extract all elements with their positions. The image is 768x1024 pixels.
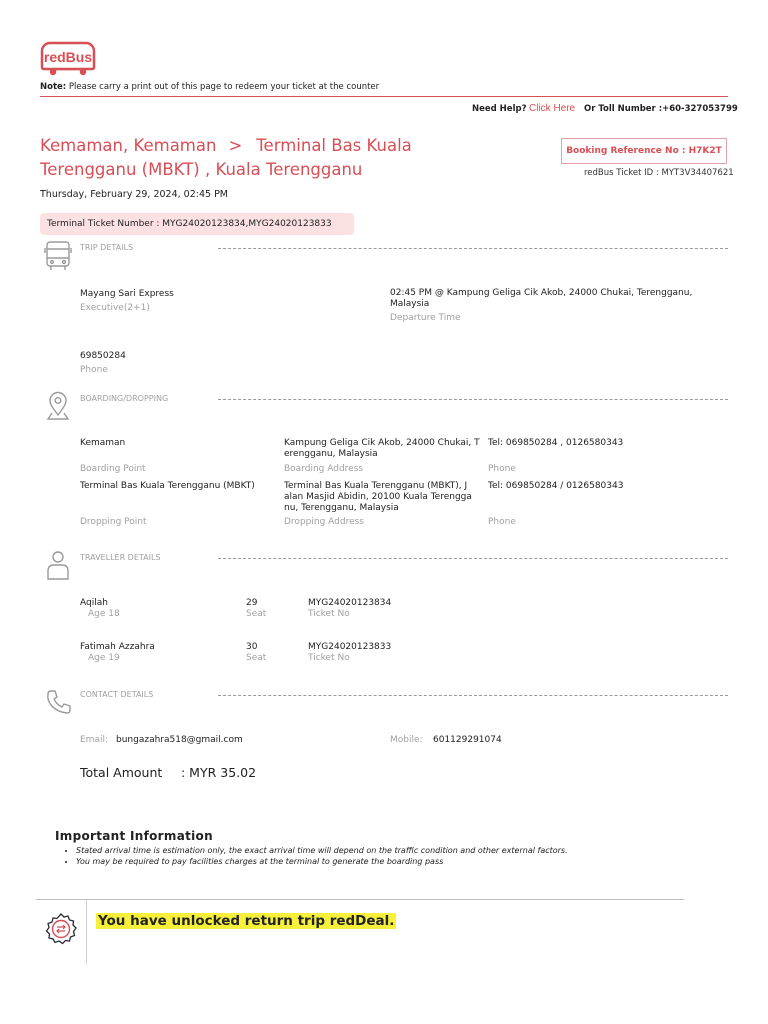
important-info-list: [66, 846, 568, 867]
email-label: Email:: [80, 735, 109, 745]
email-value: bungazahra518@gmail.com: [116, 735, 243, 745]
dropping-address-label: Dropping Address: [284, 517, 364, 527]
contact-divider: [218, 695, 728, 696]
total-amount-value: : MYR 35.02: [181, 765, 257, 780]
phone-icon: [45, 688, 73, 720]
route-title: [40, 134, 470, 182]
click-here-link[interactable]: Click Here: [529, 103, 576, 114]
boarding-point-label: Boarding Point: [80, 464, 146, 474]
boarding-phone: Tel: 069850284 , 0126580343: [488, 438, 624, 448]
note-label: Note:: [40, 82, 67, 92]
header-divider: [40, 96, 728, 97]
bus-operator: Mayang Sari Express: [80, 289, 174, 299]
toll-number: Or Toll Number :+60-327053799: [584, 104, 738, 114]
traveller-ticket-label: Ticket No: [308, 653, 350, 663]
boarding-phone-label: Phone: [488, 464, 516, 474]
operator-phone: 69850284: [80, 351, 126, 361]
boarding-divider: [218, 399, 728, 400]
dropping-point-label: Dropping Point: [80, 517, 147, 527]
boarding-address: [284, 438, 480, 460]
dropping-address: [284, 481, 472, 514]
traveller-name: Aqilah: [80, 598, 108, 608]
traveller-ticket-label: Ticket No: [308, 609, 350, 619]
terminal-ticket-number: Terminal Ticket Number : MYG24020123834,MYG24020123833: [40, 213, 354, 235]
trip-divider: [218, 248, 728, 249]
boarding-dropping-heading: BOARDING/DROPPING: [80, 394, 169, 403]
redbus-logo-icon: [40, 41, 96, 77]
bus-icon: [44, 240, 72, 276]
boarding-address-line2: erengganu, Malaysia: [284, 449, 378, 459]
traveller-seat: 30: [246, 642, 258, 652]
boarding-point: Kemaman: [80, 438, 126, 448]
traveller-seat-label: Seat: [246, 653, 267, 663]
departure-line1: 02:45 PM @ Kampung Geliga Cik Akob, 24000 Chukai, Terengganu,: [390, 288, 693, 298]
list-item: • You may be required to pay facilities charges at the terminal to generate the boarding pass: [76, 857, 568, 868]
route-to-line1: Terminal Bas Kuala: [256, 136, 412, 155]
total-amount-label: Total Amount: [80, 765, 163, 780]
mobile-label: Mobile:: [390, 735, 423, 745]
departure-info: [390, 288, 692, 310]
departure-label: Departure Time: [390, 313, 461, 323]
dropping-address-line3: nu, Terengganu, Malaysia: [284, 503, 399, 513]
redbus-logo: [40, 41, 96, 81]
location-pin-icon: [46, 391, 70, 425]
booking-reference: Booking Reference No : H7K2T: [561, 138, 727, 164]
boarding-address-label: Boarding Address: [284, 464, 364, 474]
bus-type: Executive(2+1): [80, 303, 150, 313]
boarding-address-line1: Kampung Geliga Cik Akob, 24000 Chukai, T: [284, 438, 480, 448]
route-from: Kemaman, Kemaman: [40, 136, 217, 155]
dropping-address-line2: alan Masjid Abidin, 20100 Kuala Terengga: [284, 492, 472, 502]
traveller-ticket: MYG24020123833: [308, 642, 392, 652]
mobile-value: 601129291074: [433, 735, 502, 745]
dropping-phone: Tel: 069850284 / 0126580343: [488, 481, 624, 491]
trip-details-heading: TRIP DETAILS: [80, 243, 134, 252]
note-line: [40, 82, 379, 92]
traveller-divider: [218, 558, 728, 559]
route-arrow: >: [228, 136, 243, 155]
dropping-address-line1: Terminal Bas Kuala Terengganu (MBKT), J: [284, 481, 468, 491]
reddeal-badge-icon: [44, 912, 78, 950]
traveller-seat: 29: [246, 598, 258, 608]
traveller-name: Fatimah Azzahra: [80, 642, 155, 652]
svg-text:redBus: redBus: [43, 49, 93, 65]
reddeal-banner-text: You have unlocked return trip redDeal.: [98, 913, 395, 929]
departure-line2: Malaysia: [390, 299, 430, 309]
contact-details-heading: CONTACT DETAILS: [80, 690, 154, 699]
traveller-ticket: MYG24020123834: [308, 598, 392, 608]
list-item: • Stated arrival time is estimation only, the exact arrival time will depend on the traffic condition and other external factors.: [76, 846, 568, 857]
deal-vertical-divider: [86, 900, 87, 964]
traveller-age: Age 19: [88, 653, 120, 663]
journey-datetime: Thursday, February 29, 2024, 02:45 PM: [40, 189, 228, 200]
traveller-age: Age 18: [88, 609, 120, 619]
route-to-line2: Terengganu (MBKT) , Kuala Terengganu: [40, 160, 363, 179]
redbus-ticket-id: redBus Ticket ID : MYT3V34407621: [584, 168, 734, 178]
important-info-title: Important Information: [55, 829, 213, 843]
operator-phone-label: Phone: [80, 365, 108, 375]
note-text: Please carry a print out of this page to redeem your ticket at the counter: [68, 82, 380, 92]
need-help-label: Need Help?: [472, 104, 527, 114]
dropping-point: Terminal Bas Kuala Terengganu (MBKT): [80, 481, 255, 491]
traveller-seat-label: Seat: [246, 609, 267, 619]
dropping-phone-label: Phone: [488, 517, 516, 527]
traveller-details-heading: TRAVELLER DETAILS: [80, 553, 161, 562]
deal-divider: [36, 899, 684, 900]
person-icon: [46, 549, 70, 585]
